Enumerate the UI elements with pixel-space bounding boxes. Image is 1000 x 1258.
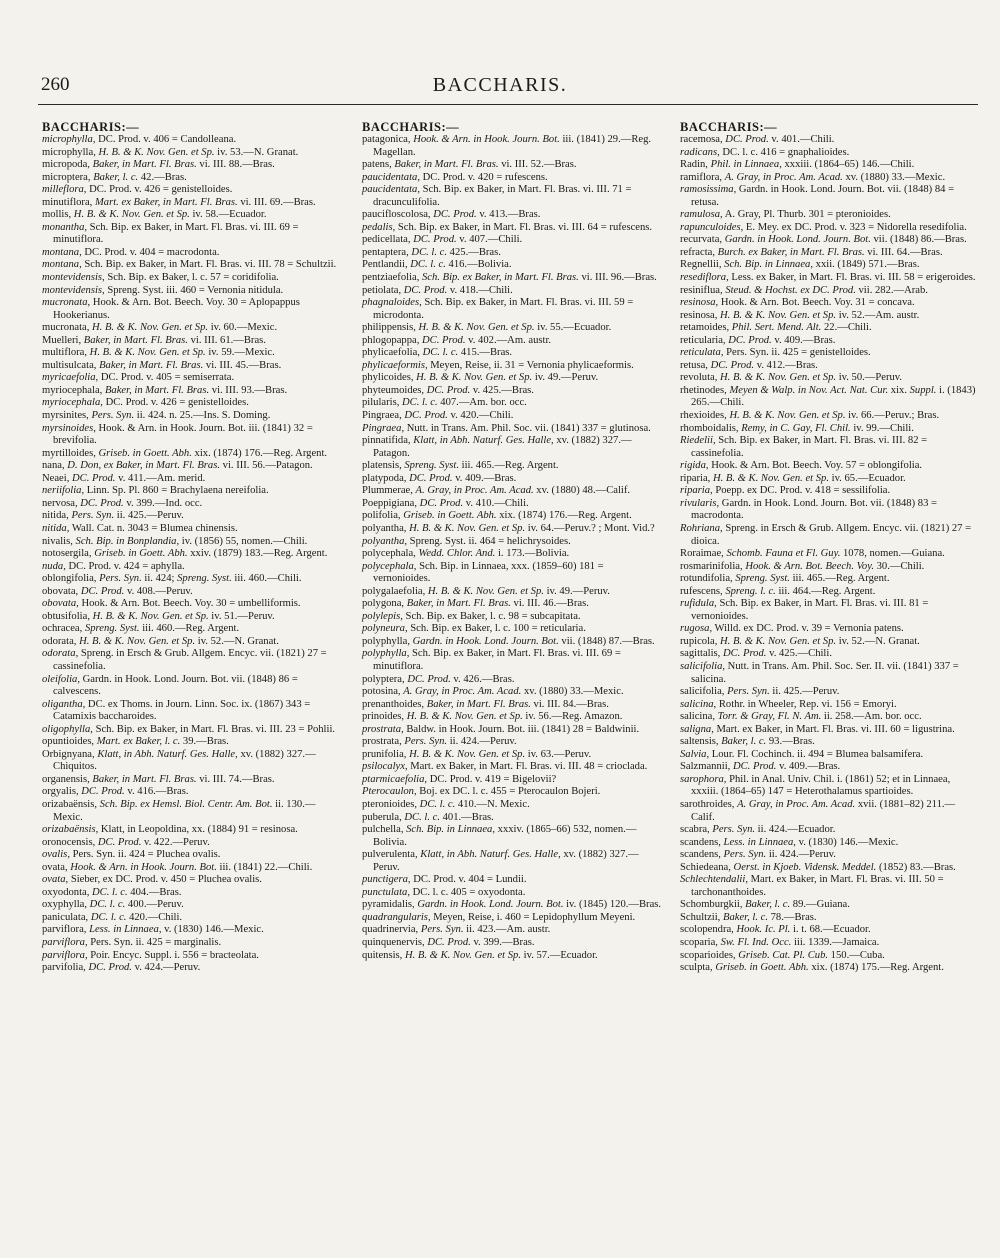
index-entry: punctulata, DC. l. c. 405 = oxyodonta. xyxy=(362,886,526,898)
index-entry: phylicaeformis, Meyen, Reise, ii. 31 = Vernonia phylicaeformis. xyxy=(362,359,634,371)
index-entry: Pterocaulon, Boj. ex DC. l. c. 455 = Pterocaulon Bojeri. xyxy=(362,786,601,798)
index-entry: quitensis, H. B. & K. Nov. Gen. et Sp. iv. 57.—Ecuador. xyxy=(362,949,598,961)
column-heading: BACCHARIS:— xyxy=(42,120,140,134)
column-2 xyxy=(362,120,662,962)
index-entry: odorata, H. B. & K. Nov. Gen. et Sp. iv. 52.—N. Granat. xyxy=(42,635,279,647)
index-entry: multisulcata, Baker, in Mart. Fl. Bras. vi. III. 45.—Bras. xyxy=(42,359,282,371)
index-entry: platypoda, DC. Prod. v. 409.—Bras. xyxy=(362,472,517,484)
index-entry: rivularis, Gardn. in Hook. Lond. Journ. Bot. vii. (1848) 83 = macrodonta. xyxy=(680,497,937,522)
index-entry: rufidula, Sch. Bip. ex Baker, in Mart. Fl. Bras. vi. III. 81 = vernonioides. xyxy=(680,598,929,622)
index-entry: saligna, Mart. ex Baker, in Mart. Fl. Bras. vi. III. 60 = ligustrina. xyxy=(680,723,955,735)
index-entry: salicifolia, Nutt. in Trans. Am. Phil. Soc. Ser. II. vii. (1841) 337 = salicina. xyxy=(680,660,959,685)
index-entry: refracta, Burch. ex Baker, in Mart. Fl. Bras. vi. III. 64.—Bras. xyxy=(680,246,943,258)
header-rule xyxy=(38,104,978,105)
index-entry: parviflora, Poir. Encyc. Suppl. i. 556 = bracteolata. xyxy=(42,949,259,961)
index-entry: parvifolia, DC. Prod. v. 424.—Peruv. xyxy=(42,962,201,974)
index-entry: pentaptera, DC. l. c. 425.—Bras. xyxy=(362,246,501,258)
index-entry: Rohriana, Spreng. in Ersch & Grub. Allgem. Encyc. vii. (1821) 27 = dioica. xyxy=(680,522,972,547)
index-entry: polygona, Baker, in Mart. Fl. Bras. vi. III. 46.—Bras. xyxy=(362,598,589,610)
index-entry: phagnaloides, Sch. Bip. ex Baker, in Mart. Fl. Bras. vi. III. 59 = microdonta. xyxy=(362,297,634,321)
index-entry: scandens, Less. in Linnaea, v. (1830) 146.—Mexic. xyxy=(680,836,899,848)
index-entry: nitida, Wall. Cat. n. 3043 = Blumea chinensis. xyxy=(42,522,238,534)
index-entry: radicans, DC. l. c. 416 = gnaphalioides. xyxy=(680,146,850,158)
index-entry: rhetinodes, Meyen & Walp. in Nov. Act. Nat. Cur. xix. Suppl. i. (1843) 265.—Chili. xyxy=(680,384,976,409)
index-entry: phlogopappa, DC. Prod. v. 402.—Am. austr. xyxy=(362,334,552,346)
index-entry: prunifolia, H. B. & K. Nov. Gen. et Sp. iv. 63.—Peruv. xyxy=(362,748,592,760)
index-entry: paucidentata, DC. Prod. v. 420 = rufescens. xyxy=(362,171,548,183)
index-entry: sarophora, Phil. in Anal. Univ. Chil. i. (1861) 52; et in Linnaea, xxxiii. (1864–65) 147 = Heterothalamus spartioides. xyxy=(680,773,951,798)
index-entry: paniculata, DC. l. c. 420.—Chili. xyxy=(42,911,183,923)
index-entry: patens, Baker, in Mart. Fl. Bras. vi. III. 52.—Bras. xyxy=(362,159,577,171)
index-entry: prinoides, H. B. & K. Nov. Gen. et Sp. iv. 56.—Reg. Amazon. xyxy=(362,711,623,723)
index-entry: pedalis, Sch. Bip. ex Baker, in Mart. Fl. Bras. vi. III. 64 = rufescens. xyxy=(362,221,653,233)
index-entry: mollis, H. B. & K. Nov. Gen. et Sp. iv. 58.—Ecuador. xyxy=(42,209,267,221)
index-entry: polycephala, Sch. Bip. in Linnaea, xxx. (1859–60) 181 = vernonioides. xyxy=(362,560,604,585)
index-entry: pteronioides, DC. l. c. 410.—N. Mexic. xyxy=(362,798,530,810)
index-entry: myricaefolia, DC. Prod. v. 405 = semiserrata. xyxy=(42,372,235,384)
index-entry: ovata, Hook. & Arn. in Hook. Journ. Bot. iii. (1841) 22.—Chili. xyxy=(42,861,313,873)
index-entry: sarothroides, A. Gray, in Proc. Am. Acad. xvii. (1881–82) 211.—Calif. xyxy=(680,798,956,823)
index-entry: prostrata, Baldw. in Hook. Journ. Bot. iii. (1841) 28 = Baldwinii. xyxy=(362,723,640,735)
page-number: 260 xyxy=(41,74,70,95)
index-entry: pentziaefolia, Sch. Bip. ex Baker, in Mart. Fl. Bras. vi. III. 96.—Bras. xyxy=(362,272,657,284)
index-entry: pedicellata, DC. Prod. v. 407.—Chili. xyxy=(362,234,523,246)
index-entry: nitida, Pers. Syn. ii. 425.—Peruv. xyxy=(42,510,184,522)
index-entry: myrsinoides, Hook. & Arn. in Hook. Journ. Bot. iii. (1841) 32 = brevifolia. xyxy=(42,422,313,447)
index-entry: Schomburgkii, Baker, l. c. 89.—Guiana. xyxy=(680,899,850,911)
index-entry: resinosa, H. B. & K. Nov. Gen. et Sp. iv. 52.—Am. austr. xyxy=(680,309,920,321)
index-entry: salicina, Torr. & Gray, Fl. N. Am. ii. 258.—Am. bor. occ. xyxy=(680,711,922,723)
index-entry: pulverulenta, Klatt, in Abh. Naturf. Ges. Halle, xv. (1882) 327.—Peruv. xyxy=(362,849,639,873)
index-entry: pinnatifida, Klatt, in Abh. Naturf. Ges. Halle, xv. (1882) 327.—Patagon. xyxy=(362,435,632,459)
index-entry: orizabaënsis, Sch. Bip. ex Hemsl. Biol. Centr. Am. Bot. ii. 130.—Mexic. xyxy=(42,798,316,823)
index-entry: scolopendra, Hook. Ic. Pl. i. t. 68.—Ecuador. xyxy=(680,924,871,936)
index-entry: reticularia, DC. Prod. v. 409.—Bras. xyxy=(680,334,836,346)
index-entry: retusa, DC. Prod. v. 412.—Bras. xyxy=(680,359,818,371)
index-entry: resediflora, Less. ex Baker, in Mart. Fl. Bras. vi. III. 58 = erigeroides. xyxy=(680,272,976,284)
index-entry: riparia, H. B. & K. Nov. Gen. et Sp. iv. 65.—Ecuador. xyxy=(680,472,906,484)
index-entry: phylicoides, H. B. & K. Nov. Gen. et Sp. iv. 49.—Peruv. xyxy=(362,372,599,384)
index-entry: psilocalyx, Mart. ex Baker, in Mart. Fl. Bras. vi. III. 48 = crioclada. xyxy=(362,761,648,773)
index-entry: revoluta, H. B. & K. Nov. Gen. et Sp. iv. 50.—Peruv. xyxy=(680,372,903,384)
index-entry: Riedelii, Sch. Bip. ex Baker, in Mart. Fl. Bras. vi. III. 82 = cassinefolia. xyxy=(680,435,928,459)
index-entry: racemosa, DC. Prod. v. 401.—Chili. xyxy=(680,134,835,145)
index-entry: Pingraea, Nutt. in Trans. Am. Phil. Soc. vii. (1841) 337 = glutinosa. xyxy=(362,422,651,434)
index-entry: nuda, DC. Prod. v. 424 = aphylla. xyxy=(42,560,185,572)
index-entry: Schlechtendalii, Mart. ex Baker, in Mart. Fl. Bras. vi. III. 50 = tarchonanthoides. xyxy=(680,874,944,898)
index-entry: resiniflua, Steud. & Hochst. ex DC. Prod. vii. 282.—Arab. xyxy=(680,284,928,296)
index-entry: ramosissima, Gardn. in Hook. Lond. Journ. Bot. vii. (1848) 84 = retusa. xyxy=(680,184,955,208)
index-entry: patagonica, Hook. & Arn. in Hook. Journ. Bot. iii. (1841) 29.—Reg. Magellan. xyxy=(362,134,652,158)
index-entry: Muelleri, Baker, in Mart. Fl. Bras. vi. III. 61.—Bras. xyxy=(42,334,266,346)
index-entry: rigida, Hook. & Arn. Bot. Beech. Voy. 57 = oblongifolia. xyxy=(680,460,923,472)
index-entry: paucidentata, Sch. Bip. ex Baker, in Mart. Fl. Bras. vi. III. 71 = dracunculifolia. xyxy=(362,184,632,208)
running-head: BACCHARIS. xyxy=(432,74,568,96)
index-entry: oligophylla, Sch. Bip. ex Baker, in Mart. Fl. Bras. vi. III. 23 = Pohlii. xyxy=(42,723,336,735)
index-entry: petiolata, DC. Prod. v. 418.—Chili. xyxy=(362,284,513,296)
index-entry: scoparioides, Griseb. Cat. Pl. Cub. 150.—Cuba. xyxy=(680,949,885,961)
index-entry: obovata, DC. Prod. v. 408.—Peruv. xyxy=(42,585,193,597)
index-entry: rupicola, H. B. & K. Nov. Gen. et Sp. iv. 52.—N. Granat. xyxy=(680,635,920,647)
index-entry: rapunculoides, E. Mey. ex DC. Prod. v. 323 = Nidorella resedifolia. xyxy=(680,221,967,233)
index-entry: Pingraea, DC. Prod. v. 420.—Chili. xyxy=(362,410,514,422)
index-entry: monantha, Sch. Bip. ex Baker, in Mart. Fl. Bras. vi. III. 69 = minutiflora. xyxy=(42,221,299,246)
column-3 xyxy=(680,120,978,975)
column-1 xyxy=(42,120,342,975)
index-entry: rufescens, Spreng. l. c. iii. 464.—Reg. Argent. xyxy=(680,585,876,597)
index-entry: prenanthoides, Baker, in Mart. Fl. Bras. vi. III. 84.—Bras. xyxy=(362,698,609,710)
index-entry: polyphylla, Sch. Bip. ex Baker, in Mart. Fl. Bras. vi. III. 69 = minutiflora. xyxy=(362,648,621,672)
index-entry: oxyphylla, DC. l. c. 400.—Peruv. xyxy=(42,899,184,911)
index-entry: paucifloscolosa, DC. Prod. v. 413.—Bras. xyxy=(362,209,541,221)
index-entry: Schiedeana, Oerst. in Kjoeb. Vidensk. Meddel. (1852) 83.—Bras. xyxy=(680,861,956,873)
index-entry: sculpta, Griseb. in Goett. Abh. xix. (1874) 175.—Reg. Argent. xyxy=(680,962,944,974)
index-entry: polyptera, DC. Prod. v. 426.—Bras. xyxy=(362,673,515,685)
index-entry: oronocensis, DC. Prod. v. 422.—Peruv. xyxy=(42,836,210,848)
index-entry: oxyodonta, DC. l. c. 404.—Bras. xyxy=(42,886,182,898)
column-heading: BACCHARIS:— xyxy=(680,120,778,134)
index-entry: scabra, Pers. Syn. ii. 424.—Ecuador. xyxy=(680,824,836,836)
index-entry: myrsinites, Pers. Syn. ii. 424. n. 25.—Ins. S. Doming. xyxy=(42,410,271,422)
index-entry: parviflora, Less. in Linnaea, v. (1830) 146.—Mexic. xyxy=(42,924,264,936)
index-entry: polylepis, Sch. Bip. ex Baker, l. c. 98 = subcapitata. xyxy=(362,610,581,622)
index-entry: recurvata, Gardn. in Hook. Lond. Journ. Bot. vii. (1848) 86.—Bras. xyxy=(680,234,967,246)
index-entry: quadrangularis, Meyen, Reise, i. 460 = Lepidophyllum Meyeni. xyxy=(362,911,636,923)
index-entry: rotundifolia, Spreng. Syst. iii. 465.—Reg. Argent. xyxy=(680,573,890,585)
index-entry: nana, D. Don, ex Baker, in Mart. Fl. Bras. vi. III. 56.—Patagon. xyxy=(42,460,313,472)
index-entry: microphylla, H. B. & K. Nov. Gen. et Sp. iv. 53.—N. Granat. xyxy=(42,146,299,158)
index-entry: multiflora, H. B. & K. Nov. Gen. et Sp. iv. 59.—Mexic. xyxy=(42,347,275,359)
index-entry: ramulosa, A. Gray, Pl. Thurb. 301 = pteronioides. xyxy=(680,209,891,221)
index-entry: scandens, Pers. Syn. ii. 424.—Peruv. xyxy=(680,849,836,861)
index-entry: sagittalis, DC. Prod. v. 425.—Chili. xyxy=(680,648,832,660)
index-entry: nervosa, DC. Prod. v. 399.—Ind. occ. xyxy=(42,497,203,509)
index-entry: puberula, DC. l. c. 401.—Bras. xyxy=(362,811,494,823)
index-entry: myrtilloides, Griseb. in Goett. Abh. xix. (1874) 176.—Reg. Argent. xyxy=(42,447,328,459)
index-entry: phylicaefolia, DC. l. c. 415.—Bras. xyxy=(362,347,513,359)
index-entry: potosina, A. Gray, in Proc. Am. Acad. xv. (1880) 33.—Mexic. xyxy=(362,686,624,698)
index-entry: neriifolia, Linn. Sp. Pl. 860 = Brachylaena nereifolia. xyxy=(42,485,269,497)
index-entry: oligantha, DC. ex Thoms. in Journ. Linn. Soc. ix. (1867) 343 = Catamixis baccharoides. xyxy=(42,698,311,723)
index-entry: obovata, Hook. & Arn. Bot. Beech. Voy. 30 = umbelliformis. xyxy=(42,598,301,610)
index-entry: mucronata, H. B. & K. Nov. Gen. et Sp. iv. 60.—Mexic. xyxy=(42,322,278,334)
index-entry: polyneura, Sch. Bip. ex Baker, l. c. 100 = reticularia. xyxy=(362,623,586,635)
index-entry: philippensis, H. B. & K. Nov. Gen. et Sp. iv. 55.—Ecuador. xyxy=(362,322,612,334)
index-entry: prostrata, Pers. Syn. ii. 424.—Peruv. xyxy=(362,736,517,748)
index-entry: phyteumoides, DC. Prod. v. 425.—Bras. xyxy=(362,384,534,396)
index-entry: Radin, Phil. in Linnaea, xxxiii. (1864–65) 146.—Chili. xyxy=(680,159,915,171)
index-entry: odorata, Spreng. in Ersch & Grub. Allgem. Encyc. vii. (1821) 27 = cassinefolia. xyxy=(42,648,327,672)
index-entry: retamoides, Phil. Sert. Mend. Alt. 22.—Chili. xyxy=(680,322,872,334)
index-entry: polyphylla, Gardn. in Hook. Lond. Journ. Bot. vii. (1848) 87.—Bras. xyxy=(362,635,655,647)
index-entry: riparia, Poepp. ex DC. Prod. v. 418 = sessilifolia. xyxy=(680,485,891,497)
index-entry: polygalaefolia, H. B. & K. Nov. Gen. et Sp. iv. 49.—Peruv. xyxy=(362,585,610,597)
index-entry: obtusifolia, H. B. & K. Nov. Gen. et Sp. iv. 51.—Peruv. xyxy=(42,610,275,622)
index-entry: Orbignyana, Klatt, in Abh. Naturf. Ges. Halle, xv. (1882) 327.—Chiquitos. xyxy=(42,748,316,773)
index-entry: microphylla, DC. Prod. v. 406 = Candolleana. xyxy=(42,134,237,145)
index-entry: rhomboidalis, Remy, in C. Gay, Fl. Chil. iv. 99.—Chili. xyxy=(680,422,914,434)
index-entry: polifolia, Griseb. in Goett. Abh. xix. (1874) 176.—Reg. Argent. xyxy=(362,510,632,522)
index-entry: polycephala, Wedd. Chlor. And. i. 173.—Bolivia. xyxy=(362,548,570,560)
index-entry: myriocephala, DC. Prod. v. 426 = genistelloides. xyxy=(42,397,249,409)
index-entry: organensis, Baker, in Mart. Fl. Bras. vi. III. 74.—Bras. xyxy=(42,773,275,785)
index-entry: saltensis, Baker, l. c. 93.—Bras. xyxy=(680,736,815,748)
index-entry: minutiflora, Mart. ex Baker, in Mart. Fl. Bras. vi. III. 69.—Bras. xyxy=(42,196,316,208)
index-entry: Roraimae, Schomb. Fauna et Fl. Guy. 1078, nomen.—Guiana. xyxy=(680,548,945,560)
index-entry: micropoda, Baker, in Mart. Fl. Bras. vi. III. 88.—Bras. xyxy=(42,159,275,171)
index-entry: quinquenervis, DC. Prod. v. 399.—Bras. xyxy=(362,937,535,948)
index-entry: rugosa, Willd. ex DC. Prod. v. 39 = Vernonia patens. xyxy=(680,623,904,635)
index-entry: opuntioides, Mart. ex Baker, l. c. 39.—Bras. xyxy=(42,736,229,748)
index-entry: salicifolia, Pers. Syn. ii. 425.—Peruv. xyxy=(680,686,840,698)
index-entry: pilularis, DC. l. c. 407.—Am. bor. occ. xyxy=(362,397,527,409)
index-entry: montana, DC. Prod. v. 404 = macrodonta. xyxy=(42,246,220,258)
column-heading: BACCHARIS:— xyxy=(362,120,460,134)
index-entry: Schultzii, Baker, l. c. 78.—Bras. xyxy=(680,911,817,923)
index-entry: myriocephala, Baker, in Mart. Fl. Bras. vi. III. 93.—Bras. xyxy=(42,384,288,396)
index-entry: orgyalis, DC. Prod. v. 416.—Bras. xyxy=(42,786,189,798)
index-entry: oleifolia, Gardn. in Hook. Lond. Journ. Bot. vii. (1848) 86 = calvescens. xyxy=(42,673,298,698)
index-entry: Poeppigiana, DC. Prod. v. 410.—Chili. xyxy=(362,497,529,509)
index-entry: salicina, Rothr. in Wheeler, Rep. vi. 156 = Emoryi. xyxy=(680,698,897,710)
index-entry: montevidensis, Spreng. Syst. iii. 460 = Vernonia nitidula. xyxy=(42,284,284,296)
index-entry: microptera, Baker, l. c. 42.—Bras. xyxy=(42,171,187,183)
index-entry: oblongifolia, Pers. Syn. ii. 424; Spreng. Syst. iii. 460.—Chili. xyxy=(42,573,302,585)
index-entry: montana, Sch. Bip. ex Baker, in Mart. Fl. Bras. vi. III. 78 = Schultzii. xyxy=(42,259,337,271)
index-entry: Salzmannii, DC. Prod. v. 409.—Bras. xyxy=(680,761,841,773)
index-entry: ovalis, Pers. Syn. ii. 424 = Pluchea ovalis. xyxy=(42,849,221,861)
index-entry: pulchella, Sch. Bip. in Linnaea, xxxiv. (1865–66) 532, nomen.—Bolivia. xyxy=(362,824,637,848)
index-entry: Plummerae, A. Gray, in Proc. Am. Acad. xv. (1880) 48.—Calif. xyxy=(362,485,631,497)
index-entry: reticulata, Pers. Syn. ii. 425 = genistelloides. xyxy=(680,347,871,359)
index-entry: polyantha, Spreng. Syst. ii. 464 = helichrysoides. xyxy=(362,535,571,547)
index-entry: pyramidalis, Gardn. in Hook. Lond. Journ. Bot. iv. (1845) 120.—Bras. xyxy=(362,899,662,911)
index-entry: ochracea, Spreng. Syst. iii. 460.—Reg. Argent. xyxy=(42,623,240,635)
index-entry: nivalis, Sch. Bip. in Bonplandia, iv. (1856) 55, nomen.—Chili. xyxy=(42,535,308,547)
index-entry: Salvia, Lour. Fl. Cochinch. ii. 494 = Blumea balsamifera. xyxy=(680,748,924,760)
index-entry: rosmarinifolia, Hook. & Arn. Bot. Beech. Voy. 30.—Chili. xyxy=(680,560,925,572)
index-entry: resinosa, Hook. & Arn. Bot. Beech. Voy. 31 = concava. xyxy=(680,297,915,309)
index-entry: notosergila, Griseb. in Goett. Abh. xxiv. (1879) 183.—Reg. Argent. xyxy=(42,548,328,560)
index-entry: polyantha, H. B. & K. Nov. Gen. et Sp. iv. 64.—Peruv.? ; Mont. Vid.? xyxy=(362,522,655,534)
index-entry: montevidensis, Sch. Bip. ex Baker, l. c. 57 = coridifolia. xyxy=(42,272,279,284)
index-entry: scoparia, Sw. Fl. Ind. Occ. iii. 1339.—Jamaica. xyxy=(680,937,880,948)
index-entry: mucronata, Hook. & Arn. Bot. Beech. Voy. 30 = Aplopappus Hookerianus. xyxy=(42,297,300,321)
index-entry: parviflora, Pers. Syn. ii. 425 = marginalis. xyxy=(42,937,222,948)
index-entry: punctigera, DC. Prod. v. 404 = Lundii. xyxy=(362,874,527,886)
index-entry: ptarmicaefolia, DC. Prod. v. 419 = Bigelovii? xyxy=(362,773,557,785)
index-entry: ovata, Sieber, ex DC. Prod. v. 450 = Pluchea ovalis. xyxy=(42,874,262,886)
index-entry: ramiflora, A. Gray, in Proc. Am. Acad. xv. (1880) 33.—Mexic. xyxy=(680,171,946,183)
index-entry: platensis, Spreng. Syst. iii. 465.—Reg. Argent. xyxy=(362,460,559,472)
index-entry: quadrinervia, Pers. Syn. ii. 423.—Am. austr. xyxy=(362,924,551,936)
index-entry: milleflora, DC. Prod. v. 426 = genistelloides. xyxy=(42,184,233,196)
index-entry: orizabaënsis, Klatt, in Leopoldina, xx. (1884) 91 = resinosa. xyxy=(42,824,298,836)
index-entry: Pentlandii, DC. l. c. 416.—Bolivia. xyxy=(362,259,512,271)
index-entry: rhexioides, H. B. & K. Nov. Gen. et Sp. iv. 66.—Peruv.; Bras. xyxy=(680,410,940,422)
index-entry: Neaei, DC. Prod. v. 411.—Am. merid. xyxy=(42,472,206,484)
index-entry: Regnellii, Sch. Bip. in Linnaea, xxii. (1849) 571.—Bras. xyxy=(680,259,920,271)
